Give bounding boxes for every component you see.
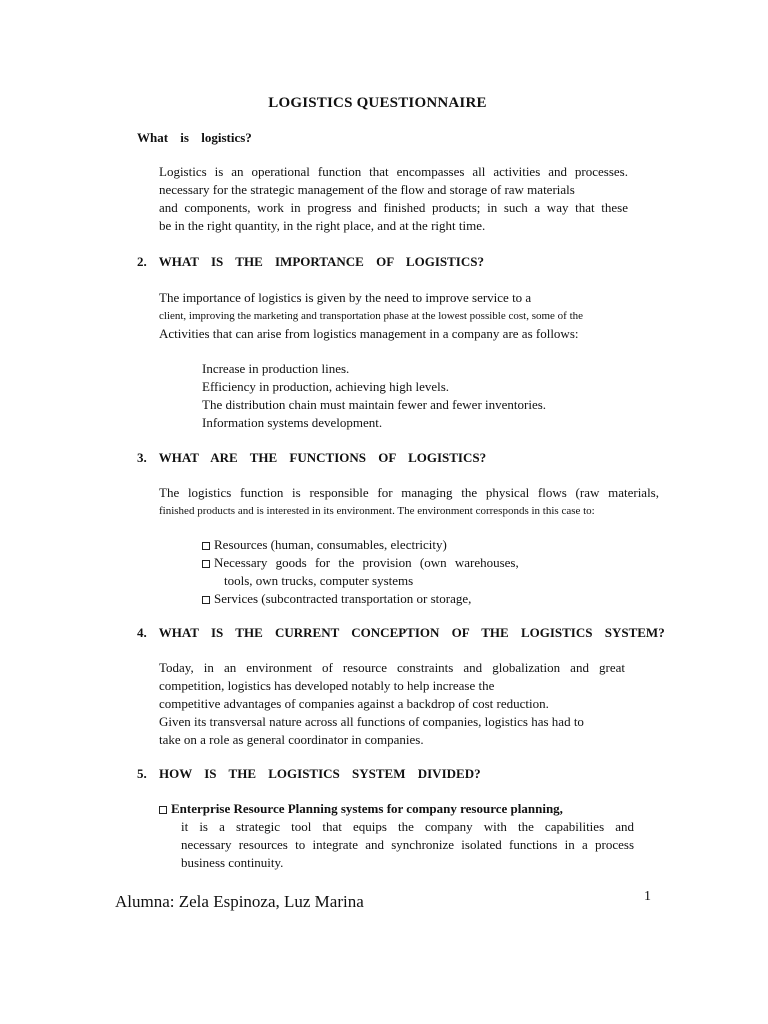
document-title: LOGISTICS QUESTIONNAIRE — [268, 95, 487, 111]
question-3-answer — [159, 484, 659, 520]
answer-line: client, improving the marketing and transportation phase at the lowest possible cost, some of the — [159, 310, 584, 322]
checkbox-glyph-icon — [202, 596, 210, 604]
checkbox-glyph-icon — [159, 806, 167, 814]
list-item: tools, own trucks, computer systems — [224, 573, 414, 588]
answer-line: be in the right quantity, in the right place, and at the right time. — [159, 218, 486, 233]
list-item: Information systems development. — [202, 415, 383, 430]
checkbox-glyph-icon — [202, 560, 210, 568]
question-4-heading: 4. WHAT IS THE CURRENT CONCEPTION OF THE LOGISTICS SYSTEM? — [137, 625, 665, 640]
page-number: 1 — [644, 889, 651, 904]
footer-author: Alumna: Zela Espinoza, Luz Marina — [115, 892, 364, 911]
question-5-heading: 5. HOW IS THE LOGISTICS SYSTEM DIVIDED? — [137, 766, 481, 781]
answer-line: competitive advantages of companies against a backdrop of cost reduction. — [159, 696, 549, 711]
answer-line: necessary resources to integrate and synchronize isolated functions in a process — [181, 837, 634, 852]
answer-line: Activities that can arise from logistics management in a company are as follows: — [159, 326, 579, 341]
answer-line: finished products and is interested in its environment. The environment corresponds in this case to: — [159, 505, 595, 517]
answer-line: Today, in an environment of resource constraints and globalization and great — [159, 660, 625, 675]
checkbox-glyph-icon — [202, 542, 210, 550]
question-2-list — [202, 360, 546, 432]
answer-line: Given its transversal nature across all functions of companies, logistics has had to — [159, 714, 584, 729]
answer-line: Logistics is an operational function that encompasses all activities and processes. — [159, 164, 628, 179]
list-item: The distribution chain must maintain fewer and fewer inventories. — [202, 397, 547, 412]
answer-line: competition, logistics has developed notably to help increase the — [159, 678, 495, 693]
question-3-heading: 3. WHAT ARE THE FUNCTIONS OF LOGISTICS? — [137, 450, 487, 465]
list-item: Increase in production lines. — [202, 361, 350, 376]
question-1-heading: What is logistics? — [137, 130, 252, 145]
list-item: Resources (human, consumables, electricity) — [202, 536, 519, 554]
list-item: Services (subcontracted transportation or storage, — [202, 590, 519, 608]
question-4-answer — [159, 659, 625, 749]
question-2-heading: 2. WHAT IS THE IMPORTANCE OF LOGISTICS? — [137, 254, 484, 269]
list-item: Necessary goods for the provision (own warehouses, — [202, 554, 519, 572]
answer-line: take on a role as general coordinator in companies. — [159, 732, 424, 747]
question-5-bullet: Enterprise Resource Planning systems for company resource planning, — [159, 801, 563, 817]
answer-line: it is a strategic tool that equips the company with the capabilities and — [181, 819, 634, 834]
answer-line: and components, work in progress and finished products; in such a way that these — [159, 200, 628, 215]
question-5-answer — [181, 818, 634, 872]
question-2-answer — [159, 289, 583, 343]
list-item: Efficiency in production, achieving high levels. — [202, 379, 450, 394]
answer-line: necessary for the strategic management of the flow and storage of raw materials — [159, 182, 575, 197]
question-1-answer — [159, 163, 628, 235]
answer-line: business continuity. — [181, 855, 284, 870]
answer-line: The logistics function is responsible for managing the physical flows (raw materials, — [159, 485, 659, 500]
question-3-list — [202, 536, 519, 608]
answer-line: The importance of logistics is given by the need to improve service to a — [159, 290, 532, 305]
